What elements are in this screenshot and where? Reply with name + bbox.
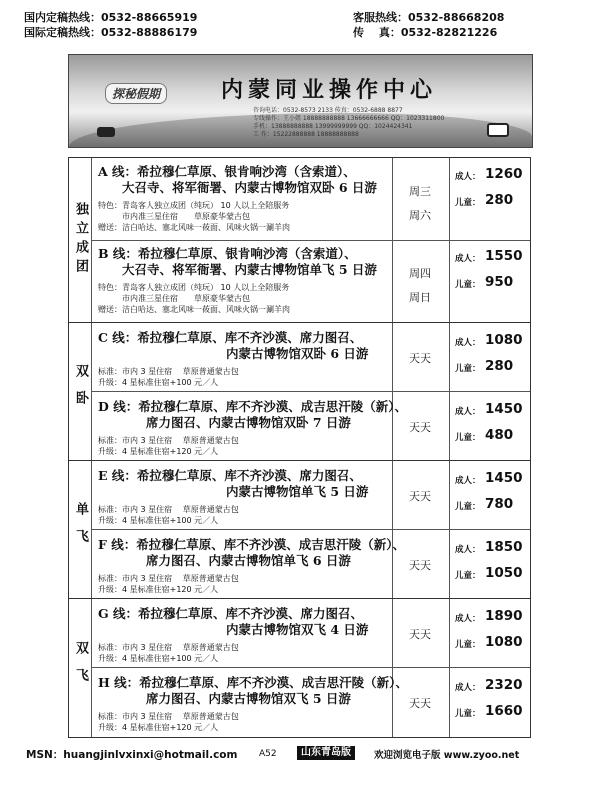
intl-hotline: 国际定稿热线：0532-88886179 bbox=[24, 26, 198, 39]
tour-d-title bbox=[98, 399, 407, 431]
fax-number: 传 真：0532-82821226 bbox=[353, 26, 498, 39]
adult-label: 成人： bbox=[455, 476, 481, 486]
tour-h-adult-price: 2320 bbox=[485, 677, 523, 693]
tour-h-title bbox=[98, 675, 408, 707]
tour-c-days bbox=[392, 350, 448, 366]
title-line: B 线：希拉穆仁草原、银肯响沙湾（含索道）、 bbox=[98, 246, 357, 261]
domestic-hotline: 国内定稿热线：0532-88665919 bbox=[24, 11, 198, 24]
title-line: G 线：希拉穆仁草原、库不齐沙漠、席力图召、 bbox=[98, 606, 364, 621]
child-label: 儿童： bbox=[455, 502, 481, 512]
tour-c-adult-price: 1080 bbox=[485, 332, 523, 348]
brand-logo: 探秘假期 bbox=[105, 83, 167, 104]
tour-b-days bbox=[392, 262, 448, 310]
note-line: 升级：4 星标准住宿+100 元／人 bbox=[98, 378, 219, 387]
title-line: 内蒙古博物馆双飞 4 日游 bbox=[226, 622, 369, 637]
day-label: 天天 bbox=[409, 421, 431, 434]
tour-h-days bbox=[392, 695, 448, 711]
tour-a-adult-price: 1260 bbox=[485, 166, 523, 182]
day-label: 周四 bbox=[409, 267, 431, 280]
banner-contact-line: 工 作：15222888888 18888888888 bbox=[253, 131, 359, 138]
group-separator bbox=[69, 460, 530, 461]
website-note: 欢迎浏览电子版 www.zyoo.net bbox=[374, 750, 520, 761]
note-line: 标准：市内 3 星住宿 草原普通蒙古包 bbox=[98, 574, 239, 583]
note-line: 升级：4 星标准住宿+120 元／人 bbox=[98, 585, 219, 594]
note-line: 赠送：洁白哈达、塞北风味一莜面、风味火锅一涮羊肉 bbox=[98, 223, 290, 232]
banner-contact-line: 专线操作：王小姐 18888888888 13666666666 QQ：1023311800 bbox=[253, 115, 445, 122]
title-line: 大召寺、将军衙署、内蒙古博物馆双卧 6 日游 bbox=[122, 180, 377, 195]
tour-c-title bbox=[98, 330, 368, 362]
cow-icon bbox=[487, 123, 509, 137]
note-line: 标准：市内 3 星住宿 草原普通蒙古包 bbox=[98, 367, 239, 376]
category-double-sleeper bbox=[69, 322, 91, 460]
adult-label: 成人： bbox=[455, 683, 481, 693]
note-line: 升级：4 星标准住宿+100 元／人 bbox=[98, 654, 219, 663]
tour-e-days bbox=[392, 488, 448, 504]
note-line: 市内准三星住宿 草原豪华蒙古包 bbox=[98, 212, 250, 221]
hotlines-left bbox=[24, 10, 197, 40]
tour-d-child-price: 480 bbox=[485, 427, 514, 443]
day-label: 周三 bbox=[409, 185, 431, 198]
note-line: 升级：4 星标准住宿+100 元／人 bbox=[98, 516, 219, 525]
page-number: A52 bbox=[259, 749, 277, 759]
column-divider bbox=[392, 158, 393, 737]
adult-label: 成人： bbox=[455, 338, 481, 348]
tour-f-child-price: 1050 bbox=[485, 565, 523, 581]
day-label: 天天 bbox=[409, 490, 431, 503]
edition-badge: 山东青岛版 bbox=[297, 746, 355, 760]
tour-g-days bbox=[392, 626, 448, 642]
row-separator bbox=[91, 391, 530, 392]
tour-a-child-price: 280 bbox=[485, 192, 514, 208]
title-line: 内蒙古博物馆单飞 5 日游 bbox=[226, 484, 369, 499]
tour-d-adult-price: 1450 bbox=[485, 401, 523, 417]
note-line: 标准：市内 3 星住宿 草原普通蒙古包 bbox=[98, 643, 239, 652]
note-line: 升级：4 星标准住宿+120 元／人 bbox=[98, 447, 219, 456]
title-line: D 线：希拉穆仁草原、库不齐沙漠、成吉思汗陵（新）、 bbox=[98, 399, 407, 414]
child-label: 儿童： bbox=[455, 640, 481, 650]
row-separator bbox=[91, 667, 530, 668]
tour-e-notes bbox=[98, 504, 239, 526]
column-divider bbox=[449, 158, 450, 737]
column-divider bbox=[91, 158, 92, 737]
tour-f-days bbox=[392, 557, 448, 573]
category-independent bbox=[69, 158, 91, 322]
title-line: C 线：希拉穆仁草原、库不齐沙漠、席力图召、 bbox=[98, 330, 363, 345]
category-label: 独立成团 bbox=[73, 202, 88, 278]
row-separator bbox=[91, 240, 530, 241]
note-line: 升级：4 星标准住宿+120 元／人 bbox=[98, 723, 219, 732]
note-line: 市内准三星住宿 草原豪华蒙古包 bbox=[98, 294, 250, 303]
tour-f-adult-price: 1850 bbox=[485, 539, 523, 555]
header-banner bbox=[68, 54, 533, 148]
title-line: F 线：希拉穆仁草原、库不齐沙漠、成吉思汗陵（新）、 bbox=[98, 537, 405, 552]
day-label: 周日 bbox=[409, 291, 431, 304]
note-line: 标准：市内 3 星住宿 草原普通蒙古包 bbox=[98, 712, 239, 721]
horse-icon bbox=[97, 127, 115, 137]
title-line: A 线：希拉穆仁草原、银肯响沙湾（含索道）、 bbox=[98, 164, 356, 179]
tour-e-child-price: 780 bbox=[485, 496, 514, 512]
tour-g-adult-price: 1890 bbox=[485, 608, 523, 624]
tour-f-notes bbox=[98, 573, 239, 595]
title-line: E 线：希拉穆仁草原、库不齐沙漠、席力图召、 bbox=[98, 468, 362, 483]
title-line: H 线：希拉穆仁草原、库不齐沙漠、成吉思汗陵（新）、 bbox=[98, 675, 408, 690]
banner-contact-line: 手机：13888888888 13999999999 QQ：1024424341 bbox=[253, 123, 413, 130]
tour-g-notes bbox=[98, 642, 239, 664]
tour-d-notes bbox=[98, 435, 239, 457]
service-hotline: 客服热线：0532-88668208 bbox=[353, 11, 505, 24]
tour-e-title bbox=[98, 468, 368, 500]
hotlines-right bbox=[353, 10, 504, 40]
adult-label: 成人： bbox=[455, 545, 481, 555]
child-label: 儿童： bbox=[455, 198, 481, 208]
note-line: 标准：市内 3 星住宿 草原普通蒙古包 bbox=[98, 505, 239, 514]
tour-a-notes bbox=[98, 200, 290, 233]
tour-a-days bbox=[392, 180, 448, 228]
title-line: 席力图召、内蒙古博物馆双飞 5 日游 bbox=[146, 691, 351, 706]
tour-h-child-price: 1660 bbox=[485, 703, 523, 719]
tour-c-child-price: 280 bbox=[485, 358, 514, 374]
note-line: 标准：市内 3 星住宿 草原普通蒙古包 bbox=[98, 436, 239, 445]
day-label: 天天 bbox=[409, 559, 431, 572]
tour-d-days bbox=[392, 419, 448, 435]
group-separator bbox=[69, 322, 530, 323]
tour-e-adult-price: 1450 bbox=[485, 470, 523, 486]
title-line: 大召寺、将军衙署、内蒙古博物馆单飞 5 日游 bbox=[122, 262, 377, 277]
note-line: 特色：青岛客人独立成团（纯玩） 10 人以上全陪服务 bbox=[98, 283, 290, 292]
child-label: 儿童： bbox=[455, 280, 481, 290]
day-label: 周六 bbox=[409, 209, 431, 222]
title-line: 内蒙古博物馆双卧 6 日游 bbox=[226, 346, 369, 361]
tour-b-adult-price: 1550 bbox=[485, 248, 523, 264]
title-line: 席力图召、内蒙古博物馆双卧 7 日游 bbox=[146, 415, 351, 430]
child-label: 儿童： bbox=[455, 571, 481, 581]
tour-g-title bbox=[98, 606, 368, 638]
row-separator bbox=[91, 529, 530, 530]
banner-title: 内蒙同业操作中心 bbox=[221, 77, 438, 103]
title-line: 席力图召、内蒙古博物馆单飞 6 日游 bbox=[146, 553, 351, 568]
category-label: 双飞 bbox=[73, 640, 88, 695]
child-label: 儿童： bbox=[455, 364, 481, 374]
tour-b-title bbox=[98, 246, 377, 278]
tour-table bbox=[68, 157, 531, 738]
adult-label: 成人： bbox=[455, 614, 481, 624]
adult-label: 成人： bbox=[455, 254, 481, 264]
tour-b-notes bbox=[98, 282, 290, 315]
child-label: 儿童： bbox=[455, 433, 481, 443]
note-line: 特色：青岛客人独立成团（纯玩） 10 人以上全陪服务 bbox=[98, 201, 290, 210]
banner-contact-line: 咨询电话：0532-8573 2133 传真：0532-6888 8877 bbox=[253, 107, 403, 114]
footer bbox=[0, 744, 595, 762]
category-label: 双卧 bbox=[73, 364, 88, 418]
msn-contact: MSN：huangjinlvxinxi@hotmail.com bbox=[26, 749, 238, 761]
adult-label: 成人： bbox=[455, 407, 481, 417]
day-label: 天天 bbox=[409, 697, 431, 710]
category-double-flight bbox=[69, 598, 91, 737]
category-label: 单飞 bbox=[73, 502, 88, 556]
tour-h-notes bbox=[98, 711, 239, 733]
child-label: 儿童： bbox=[455, 709, 481, 719]
note-line: 赠送：洁白哈达、塞北风味一莜面、风味火锅一涮羊肉 bbox=[98, 305, 290, 314]
group-separator bbox=[69, 598, 530, 599]
adult-label: 成人： bbox=[455, 172, 481, 182]
tour-g-child-price: 1080 bbox=[485, 634, 523, 650]
category-single-flight bbox=[69, 460, 91, 598]
tour-a-title bbox=[98, 164, 377, 196]
tour-c-notes bbox=[98, 366, 239, 388]
day-label: 天天 bbox=[409, 628, 431, 641]
day-label: 天天 bbox=[409, 352, 431, 365]
tour-f-title bbox=[98, 537, 405, 569]
tour-b-child-price: 950 bbox=[485, 274, 514, 290]
